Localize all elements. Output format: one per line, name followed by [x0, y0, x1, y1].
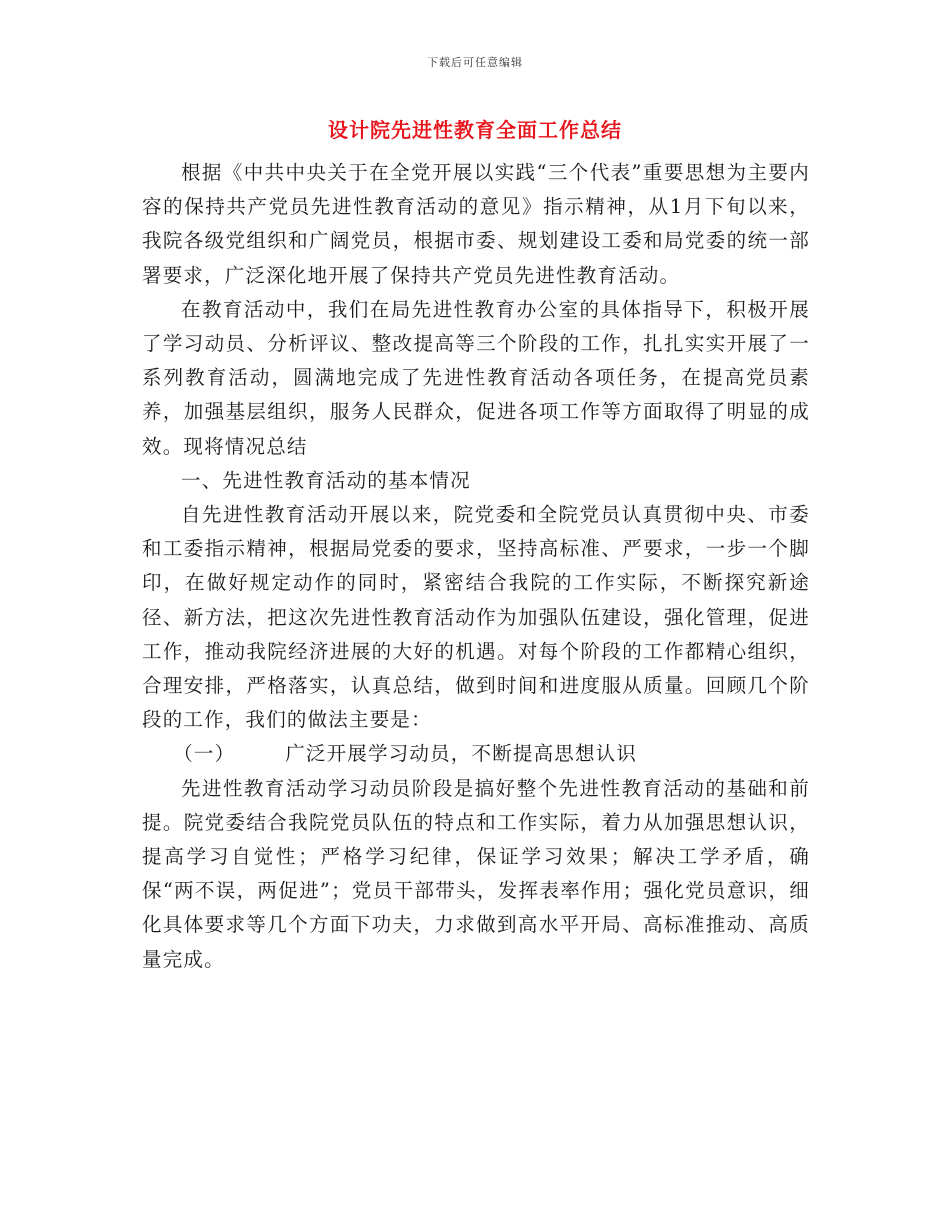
paragraph-summary: 在教育活动中，我们在局先进性教育办公室的具体指导下，积极开展了学习动员、分析评议、整改提高等三个阶段的工作，扎扎实实开展了一系列教育活动，圆满地完成了先进性教育活动各项任务，在提高党员素养，加强基层组织，服务人民群众，促进各项工作等方面取得了明显的成效。现将情况总结 — [142, 297, 810, 458]
document-title: 设计院先进性教育全面工作总结 — [328, 118, 622, 142]
subsection-heading — [142, 737, 810, 771]
subsection-number: （一） — [173, 742, 236, 766]
paragraph-basic-situation: 自先进性教育活动开展以来，院党委和全院党员认真贯彻中央、市委和工委指示精神，根据局党委的要求，坚持高标准、严要求，一步一个脚印，在做好规定动作的同时，紧密结合我院的工作实际，不断探究新途径、新方法，把这次先进性教育活动作为加强队伍建设，强化管理，促进工作，推动我院经济进展的大好的机遇。对每个阶段的工作都精心组织，合理安排，严格落实，认真总结，做到时间和进度服从质量。回顾几个阶段的工作，我们的做法主要是： — [142, 503, 810, 732]
subsection-title: 广泛开展学习动员，不断提高思想认识 — [285, 742, 638, 766]
section-heading: 一、先进性教育活动的基本情况 — [181, 468, 471, 492]
paragraph-intro: 根据《中共中央关于在全党开展以实践“三个代表”重要思想为主要内容的保持共产党员先进性教育活动的意见》指示精神，从1月下旬以来，我院各级党组织和广阔党员，根据市委、规划建设工委和局党委的统一部署要求，广泛深化地开展了保持共产党员先进性教育活动。 — [142, 161, 810, 287]
header-note: 下载后可任意编辑 — [427, 56, 523, 69]
document-body — [142, 156, 810, 977]
paragraph-study-mobilization: 先进性教育活动学习动员阶段是搞好整个先进性教育活动的基础和前提。院党委结合我院党员队伍的特点和工作实际，着力从加强思想认识，提高学习自觉性；严格学习纪律，保证学习效果；解决工学矛盾，确保“两不误，两促进”；党员干部带头，发挥表率作用；强化党员意识，细化具体要求等几个方面下功夫，力求做到高水平开局、高标准推动、高质量完成。 — [142, 776, 810, 971]
